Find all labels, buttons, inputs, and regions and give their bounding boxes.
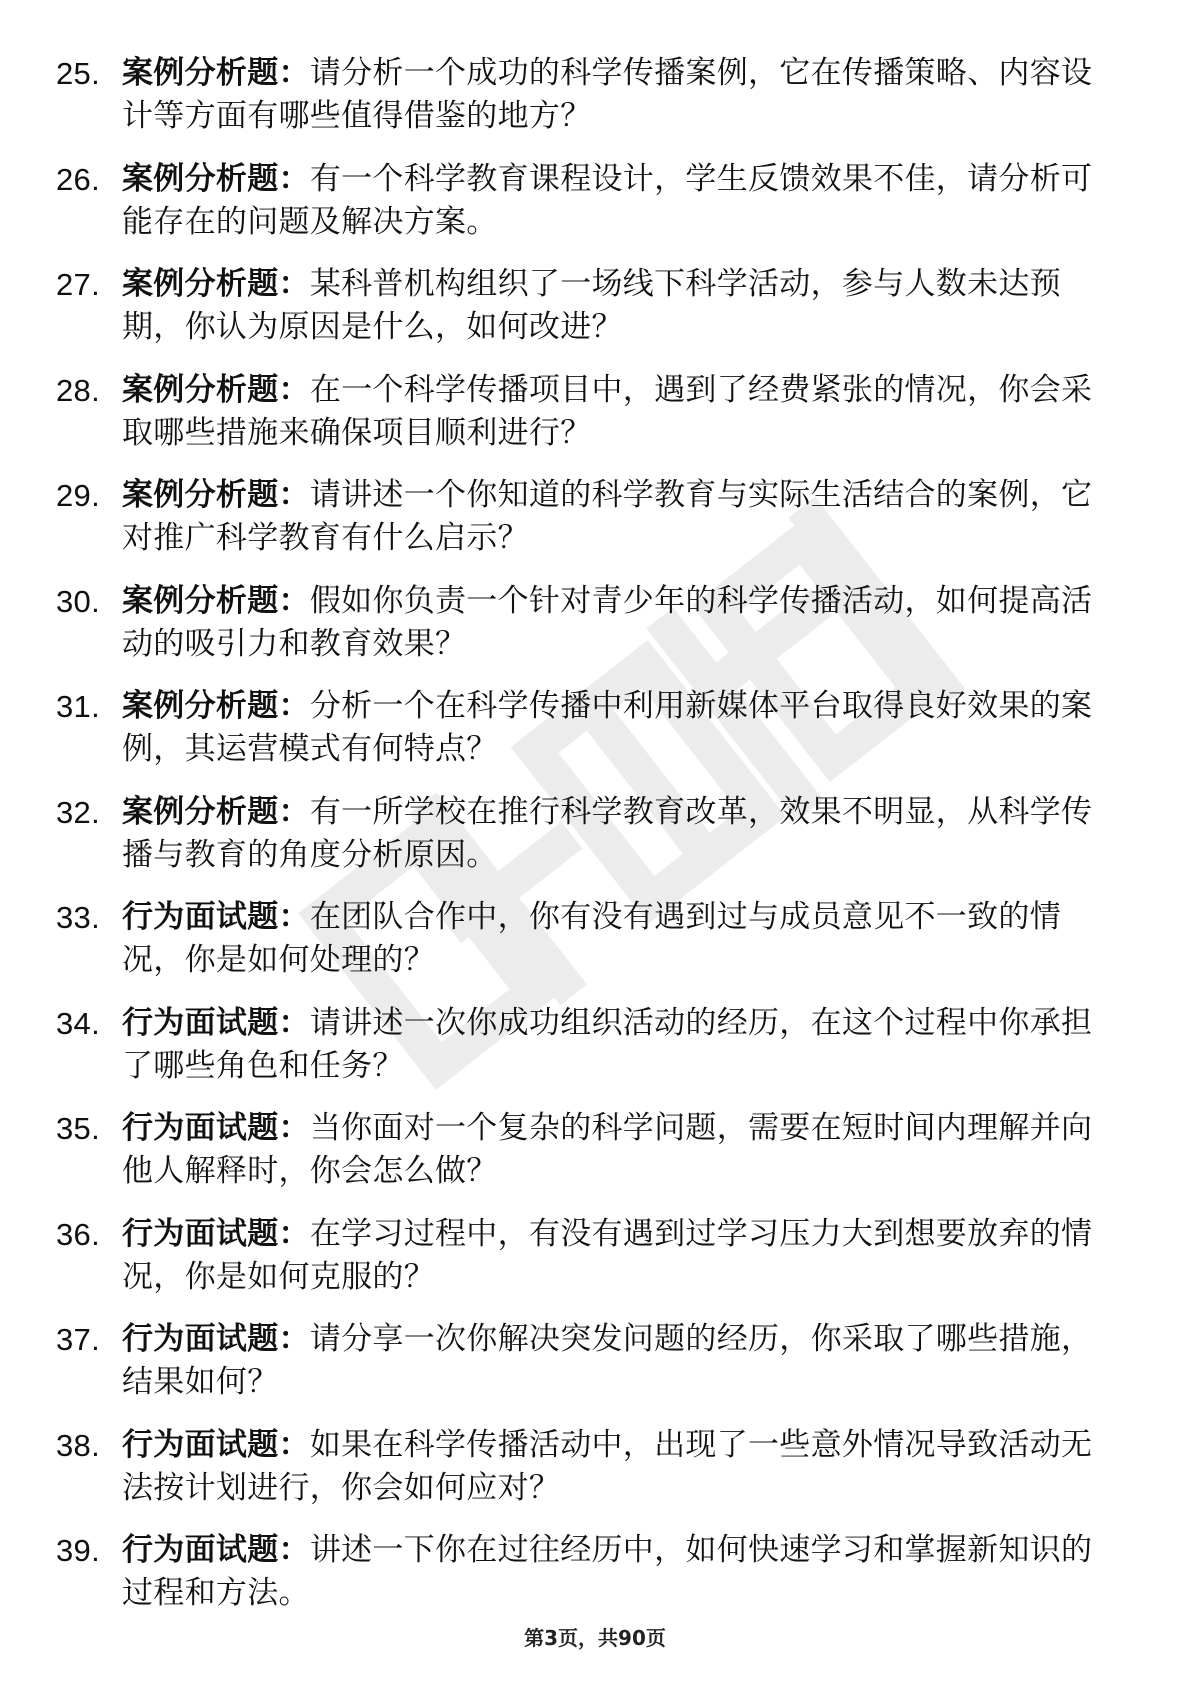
question-type: 行为面试题： [122, 1532, 310, 1568]
question-item [56, 1002, 1116, 1088]
question-type: 行为面试题： [122, 1215, 310, 1252]
question-type: 案例分析题： [122, 160, 310, 197]
question-item [56, 263, 1116, 349]
question-type: 行为面试题： [122, 899, 310, 935]
question-number: 30. [56, 583, 100, 619]
question-number: 33. [56, 900, 100, 935]
question-number: 31. [56, 689, 100, 724]
question-number: 28. [56, 372, 100, 408]
question-item [56, 685, 1116, 771]
question-text: 请讲述一个你知道的科学教育与实际生活结合的案例，它对推广科学教育有什么启示？ [122, 477, 1093, 556]
question-item [56, 474, 1116, 560]
question-item [56, 158, 1116, 244]
question-number: 36. [56, 1216, 100, 1252]
question-type: 行为面试题： [122, 1426, 310, 1463]
question-text: 请分析一个成功的科学传播案例，它在传播策略、内容设计等方面有哪些值得借鉴的地方？ [122, 55, 1093, 134]
question-list [56, 52, 1116, 1635]
question-text: 某科普机构组织了一场线下科学活动，参与人数未达预期，你认为原因是什么，如何改进？ [122, 266, 1062, 345]
question-item [56, 52, 1116, 138]
question-type: 案例分析题： [122, 55, 310, 91]
question-item [56, 896, 1116, 982]
question-type: 案例分析题： [122, 582, 310, 619]
question-text: 有一所学校在推行科学教育改革，效果不明显，从科学传播与教育的角度分析原因。 [122, 793, 1093, 873]
question-item [56, 1424, 1116, 1510]
question-text: 在学习过程中，有没有遇到过学习压力大到想要放弃的情况，你是如何克服的？ [122, 1215, 1093, 1295]
question-text: 当你面对一个复杂的科学问题，需要在短时间内理解并向他人解释时，你会怎么做？ [122, 1110, 1093, 1189]
question-text: 请分享一次你解决突发问题的经历，你采取了哪些措施，结果如何？ [122, 1321, 1093, 1400]
question-text: 讲述一下你在过往经历中，如何快速学习和掌握新知识的过程和方法。 [122, 1532, 1093, 1611]
question-text: 分析一个在科学传播中利用新媒体平台取得良好效果的案例，其运营模式有何特点？ [122, 688, 1093, 767]
question-item [56, 580, 1116, 666]
question-text: 如果在科学传播活动中，出现了一些意外情况导致活动无法按计划进行，你会如何应对？ [122, 1426, 1093, 1506]
question-number: 26. [56, 161, 100, 197]
question-item [56, 1107, 1116, 1193]
question-text: 请讲述一次你成功组织活动的经历，在这个过程中你承担了哪些角色和任务？ [122, 1004, 1093, 1084]
question-number: 32. [56, 794, 100, 830]
question-item [56, 1213, 1116, 1299]
question-number: 35. [56, 1111, 100, 1146]
question-number: 25. [56, 56, 100, 91]
question-text: 假如你负责一个针对青少年的科学传播活动，如何提高活动的吸引力和教育效果？ [122, 582, 1093, 662]
question-text: 在一个科学传播项目中，遇到了经费紧张的情况，你会采取哪些措施来确保项目顺利进行？ [122, 371, 1093, 451]
question-type: 行为面试题： [122, 1110, 310, 1146]
question-type: 案例分析题： [122, 371, 310, 408]
question-number: 38. [56, 1427, 100, 1463]
question-text: 有一个科学教育课程设计，学生反馈效果不佳，请分析可能存在的问题及解决方案。 [122, 160, 1093, 240]
question-item [56, 1318, 1116, 1404]
question-type: 行为面试题： [122, 1004, 310, 1041]
question-item [56, 369, 1116, 455]
page-indicator: 第3页，共90页 [524, 1626, 666, 1650]
question-type: 案例分析题： [122, 793, 310, 830]
question-number: 34. [56, 1005, 100, 1041]
question-type: 行为面试题： [122, 1321, 310, 1357]
question-number: 39. [56, 1533, 100, 1568]
question-type: 案例分析题： [122, 477, 310, 513]
question-type: 案例分析题： [122, 688, 310, 724]
question-number: 27. [56, 267, 100, 302]
question-number: 29. [56, 478, 100, 513]
question-text: 在团队合作中，你有没有遇到过与成员意见不一致的情况，你是如何处理的？ [122, 899, 1062, 978]
question-type: 案例分析题： [122, 266, 310, 302]
question-item [56, 1529, 1116, 1615]
question-number: 37. [56, 1322, 100, 1357]
question-item [56, 791, 1116, 877]
